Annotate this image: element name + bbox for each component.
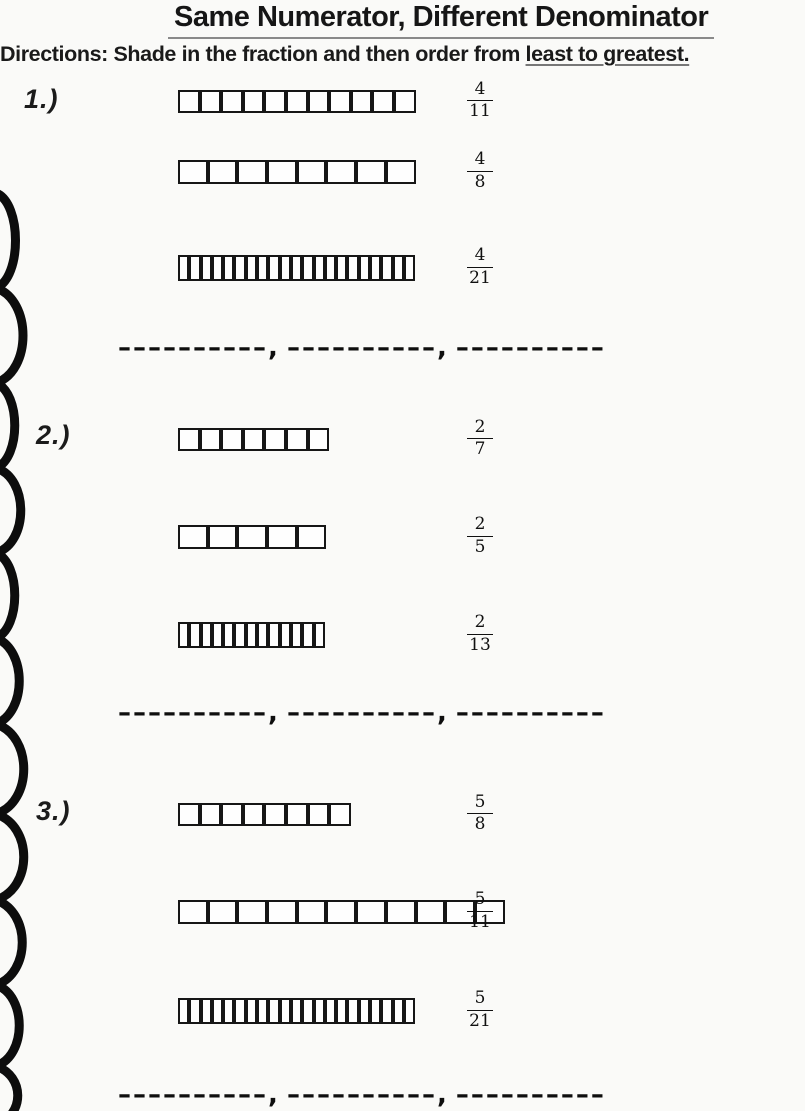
bar-segment[interactable] <box>302 622 313 648</box>
fraction-denominator: 5 <box>474 536 486 557</box>
bar-segment[interactable] <box>267 525 297 549</box>
fraction-bar[interactable] <box>178 90 416 113</box>
bar-segment[interactable] <box>297 900 327 924</box>
answer-blank[interactable]: –––––––––– <box>118 1080 268 1110</box>
bar-segment[interactable] <box>221 428 243 451</box>
answer-line <box>118 1082 606 1108</box>
fraction-denominator: 11 <box>469 911 491 932</box>
bar-segment[interactable] <box>404 998 415 1024</box>
fraction-label <box>468 150 492 192</box>
bar-segment[interactable] <box>223 622 234 648</box>
fraction-label <box>468 890 492 932</box>
directions-prefix: Directions: Shade in the fraction and then order from <box>0 42 526 66</box>
bar-segment[interactable] <box>336 255 347 281</box>
bar-segment[interactable] <box>178 998 189 1024</box>
bar-segment[interactable] <box>267 900 297 924</box>
bar-segment[interactable] <box>336 998 347 1024</box>
fraction-denominator: 8 <box>474 814 486 835</box>
fraction-label <box>468 418 492 460</box>
problem-label: 2.) <box>36 420 71 450</box>
bar-segment[interactable] <box>234 255 245 281</box>
fraction-label <box>468 515 492 557</box>
bar-segment[interactable] <box>178 803 200 826</box>
bar-segment[interactable] <box>280 255 291 281</box>
bar-segment[interactable] <box>291 998 302 1024</box>
bar-segment[interactable] <box>329 803 351 826</box>
bar-segment[interactable] <box>264 803 286 826</box>
answer-blank[interactable]: –––––––––– <box>455 698 606 728</box>
bar-segment[interactable] <box>325 255 336 281</box>
answer-blank[interactable]: –––––––––– <box>286 698 437 728</box>
bar-segment[interactable] <box>208 525 238 549</box>
bar-segment[interactable] <box>246 622 257 648</box>
bar-segment[interactable] <box>372 90 394 113</box>
bar-segment[interactable] <box>234 622 245 648</box>
bar-segment[interactable] <box>237 160 267 184</box>
bar-segment[interactable] <box>208 160 238 184</box>
problem-label: 1.) <box>24 84 59 114</box>
problem-label: 3.) <box>36 796 71 826</box>
bar-segment[interactable] <box>308 428 330 451</box>
bar-segment[interactable] <box>370 255 381 281</box>
fraction-numerator: 5 <box>474 889 486 909</box>
answer-blank[interactable]: –––––––––– <box>286 1080 437 1110</box>
bar-segment[interactable] <box>201 255 212 281</box>
bar-segment[interactable] <box>356 900 386 924</box>
fraction-bar[interactable] <box>178 998 415 1024</box>
answer-blank[interactable]: –––––––––– <box>455 1080 606 1110</box>
answer-separator: , <box>268 1080 287 1110</box>
bar-segment[interactable] <box>308 803 330 826</box>
bar-segment[interactable] <box>286 803 308 826</box>
fraction-label <box>468 613 492 655</box>
fraction-denominator: 11 <box>469 101 491 122</box>
fraction-bar[interactable] <box>178 255 415 281</box>
bar-segment[interactable] <box>416 900 446 924</box>
fraction-numerator: 5 <box>474 791 486 812</box>
bar-segment[interactable] <box>178 900 208 924</box>
bar-segment[interactable] <box>257 998 268 1024</box>
bar-segment[interactable] <box>381 998 392 1024</box>
bar-segment[interactable] <box>308 90 330 113</box>
answer-separator: , <box>436 1080 456 1110</box>
fraction-numerator: 4 <box>474 78 486 99</box>
bar-segment[interactable] <box>237 900 267 924</box>
fraction-numerator: 2 <box>474 416 486 437</box>
bar-segment[interactable] <box>297 525 327 549</box>
bar-segment[interactable] <box>267 160 297 184</box>
bar-segment[interactable] <box>200 803 222 826</box>
bar-segment[interactable] <box>286 428 308 451</box>
fraction-bar[interactable] <box>178 803 351 826</box>
bar-segment[interactable] <box>280 998 291 1024</box>
answer-line <box>118 335 606 361</box>
bar-segment[interactable] <box>178 525 208 549</box>
bar-segment[interactable] <box>257 622 268 648</box>
bar-segment[interactable] <box>329 90 351 113</box>
bar-segment[interactable] <box>243 90 265 113</box>
bar-segment[interactable] <box>200 428 222 451</box>
fraction-bar[interactable] <box>178 160 416 184</box>
fraction-denominator: 8 <box>474 171 486 192</box>
bar-segment[interactable] <box>223 255 234 281</box>
bar-segment[interactable] <box>264 428 286 451</box>
bar-segment[interactable] <box>189 998 200 1024</box>
bar-segment[interactable] <box>291 255 302 281</box>
bar-segment[interactable] <box>246 255 257 281</box>
fraction-numerator: 5 <box>474 988 486 1008</box>
bar-segment[interactable] <box>268 255 279 281</box>
bar-segment[interactable] <box>404 255 415 281</box>
bar-segment[interactable] <box>223 998 234 1024</box>
bar-segment[interactable] <box>393 255 404 281</box>
fraction-label <box>468 793 492 835</box>
bar-segment[interactable] <box>351 90 373 113</box>
fraction-denominator: 21 <box>469 1010 491 1031</box>
bar-segment[interactable] <box>268 622 279 648</box>
bar-segment[interactable] <box>326 900 356 924</box>
bar-segment[interactable] <box>314 255 325 281</box>
bar-segment[interactable] <box>178 160 208 184</box>
bar-segment[interactable] <box>178 622 189 648</box>
fraction-bar[interactable] <box>178 900 505 924</box>
answer-separator: , <box>436 333 456 363</box>
bar-segment[interactable] <box>212 255 223 281</box>
bar-segment[interactable] <box>212 998 223 1024</box>
fraction-label <box>468 246 492 288</box>
bar-segment[interactable] <box>314 622 325 648</box>
bar-segment[interactable] <box>201 622 212 648</box>
bar-segment[interactable] <box>370 998 381 1024</box>
fraction-denominator: 7 <box>474 439 486 460</box>
answer-separator: , <box>268 333 287 363</box>
bar-segment[interactable] <box>297 160 327 184</box>
bar-segment[interactable] <box>221 90 243 113</box>
bar-segment[interactable] <box>302 255 313 281</box>
bar-segment[interactable] <box>234 998 245 1024</box>
fraction-numerator: 4 <box>474 245 486 265</box>
fraction-denominator: 21 <box>469 267 491 288</box>
bar-segment[interactable] <box>393 998 404 1024</box>
bar-segment[interactable] <box>314 998 325 1024</box>
bar-segment[interactable] <box>257 255 268 281</box>
bar-segment[interactable] <box>381 255 392 281</box>
bar-segment[interactable] <box>178 255 189 281</box>
bar-segment[interactable] <box>347 255 358 281</box>
bar-segment[interactable] <box>189 622 200 648</box>
bar-segment[interactable] <box>394 90 416 113</box>
bar-segment[interactable] <box>356 160 386 184</box>
bar-segment[interactable] <box>291 622 302 648</box>
bar-segment[interactable] <box>386 900 416 924</box>
bar-segment[interactable] <box>302 998 313 1024</box>
bar-segment[interactable] <box>200 90 222 113</box>
bar-segment[interactable] <box>246 998 257 1024</box>
answer-separator: , <box>436 698 456 728</box>
bar-segment[interactable] <box>325 998 336 1024</box>
fraction-numerator: 4 <box>474 149 486 169</box>
bar-segment[interactable] <box>243 803 265 826</box>
fraction-bar[interactable] <box>178 622 325 648</box>
fraction-label <box>468 80 492 122</box>
directions-emphasis: least to greatest. <box>525 42 690 66</box>
fraction-label <box>468 989 492 1031</box>
bar-segment[interactable] <box>212 622 223 648</box>
bar-segment[interactable] <box>280 622 291 648</box>
bar-segment[interactable] <box>201 998 212 1024</box>
fraction-bar[interactable] <box>178 525 326 549</box>
answer-line <box>118 700 606 726</box>
answer-blank[interactable]: –––––––––– <box>455 333 606 363</box>
bar-segment[interactable] <box>178 90 200 113</box>
bar-segment[interactable] <box>178 428 200 451</box>
bar-segment[interactable] <box>359 998 370 1024</box>
bar-segment[interactable] <box>359 255 370 281</box>
bar-segment[interactable] <box>221 803 243 826</box>
bar-segment[interactable] <box>386 160 416 184</box>
bar-segment[interactable] <box>264 90 286 113</box>
bar-segment[interactable] <box>243 428 265 451</box>
bar-segment[interactable] <box>189 255 200 281</box>
answer-blank[interactable]: –––––––––– <box>118 333 268 363</box>
bar-segment[interactable] <box>237 525 267 549</box>
worksheet-title: Same Numerator, Different Denominator <box>168 1 714 39</box>
fraction-numerator: 2 <box>474 514 486 534</box>
answer-blank[interactable]: –––––––––– <box>118 698 268 728</box>
bar-segment[interactable] <box>326 160 356 184</box>
fraction-bar[interactable] <box>178 428 329 451</box>
fraction-numerator: 2 <box>474 612 486 632</box>
answer-separator: , <box>268 698 287 728</box>
fraction-denominator: 13 <box>469 634 491 655</box>
answer-blank[interactable]: –––––––––– <box>286 333 437 363</box>
bar-segment[interactable] <box>268 998 279 1024</box>
bar-segment[interactable] <box>347 998 358 1024</box>
bar-segment[interactable] <box>208 900 238 924</box>
bar-segment[interactable] <box>286 90 308 113</box>
